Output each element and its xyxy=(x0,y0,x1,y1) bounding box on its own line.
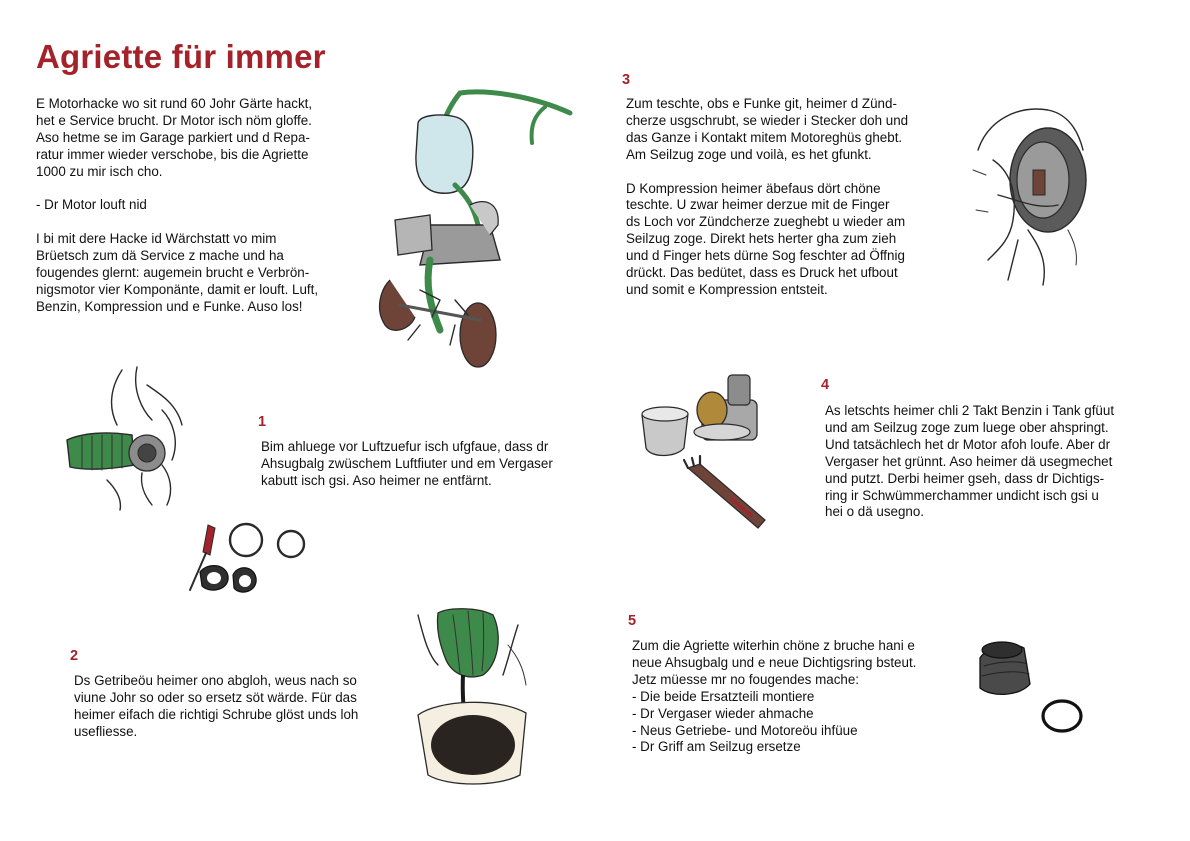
step-4-text: As letschts heimer chli 2 Takt Benzin i Tank gfüut und am Seilzug zoge zum luege ober ahspringt. Und tatsächlech het dr Motor afoh loufe. Aber dr Vergaser het grünnt. Aso heimer dä usegmechet und putzt. Derbi heimer gseh, dass dr Dichtigs- ring ir Schwümmerchammer undicht isch gsi u hei o dä usegno. xyxy=(825,403,1115,520)
step-3-text: Zum teschte, obs e Funke git, heimer d Zünd- cherze usgschrubt, se wieder i Stecker doh und das Ganze i Kontakt mitem Motoreghüs ghebt. Am Seilzug zoge und voilà, es het gfunkt. D Kompression heimer äbefaus dört chöne teschte. U zwar heimer derzue mit de Finger ds Loch vor Zündcherze zueghebt u wieder am Seilzug zoge. Direkt hets herter gha zum zieh und d Finger hets dürne Sog feschter ad Öffnig drückt. Das bedütet, dass es Druck het ufbout und somit e Kompression entsteit. xyxy=(626,96,909,297)
carburetor-illustration xyxy=(640,370,780,535)
step-5-text: Zum die Agriette witerhin chöne z bruche hani e neue Ahsugbalg und e neue Dichtigsring bsteut. Jetz müesse mr no fougendes mache: - Die beide Ersatzteili montiere - Dr Vergaser wieder ahmache - Neus Getriebe- und Motoreöu ihfüue - Dr Griff am Seilzug ersetze xyxy=(632,638,917,755)
step-1-number: 1 xyxy=(258,414,267,430)
oil-drain-illustration xyxy=(408,605,530,785)
step-2-text: Ds Getribeöu heimer ono abgloh, weus nach so viune Johr so oder so ersetz söt wärde. Für das heimer eifach die richtigi Schrube glöst unds loh usefliesse. xyxy=(74,673,359,739)
step-4-number: 4 xyxy=(821,377,830,393)
air-intake-illustration xyxy=(62,365,187,510)
page-title: Agriette für immer xyxy=(36,38,326,75)
intro-text: E Motorhacke wo sit rund 60 Johr Gärte hackt, het e Service brucht. Dr Motor isch nöm gloffe. Aso hetme se im Garage parkiert und d Repa- ratur immer wieder verschobe, bis die Agriette 1000 zu mir isch cho. - Dr Motor louft nid I bi mit dere Hacke id Wärchstatt vo mim Brüetsch zum dä Service z mache und ha fougendes glernt: augemein brucht e Verbrön- nigsmotor vier Komponänte, damit er louft. Luft, Benzin, Kompression und e Funke. Auso los! xyxy=(36,96,319,314)
tiller-illustration xyxy=(360,85,575,375)
spare-parts-illustration xyxy=(972,636,1087,736)
step-2-number: 2 xyxy=(70,648,79,664)
removed-parts-illustration xyxy=(168,520,313,600)
step-5-number: 5 xyxy=(628,613,637,629)
step-1-text: Bim ahluege vor Luftzuefur isch ufgfaue, dass dr Ahsugbalg zwüschem Luftfiuter und em Vergaser kabutt isch gsi. Aso heimer ne entfärnt. xyxy=(261,439,553,488)
step-3-number: 3 xyxy=(622,72,631,88)
spark-plug-illustration xyxy=(968,100,1090,290)
